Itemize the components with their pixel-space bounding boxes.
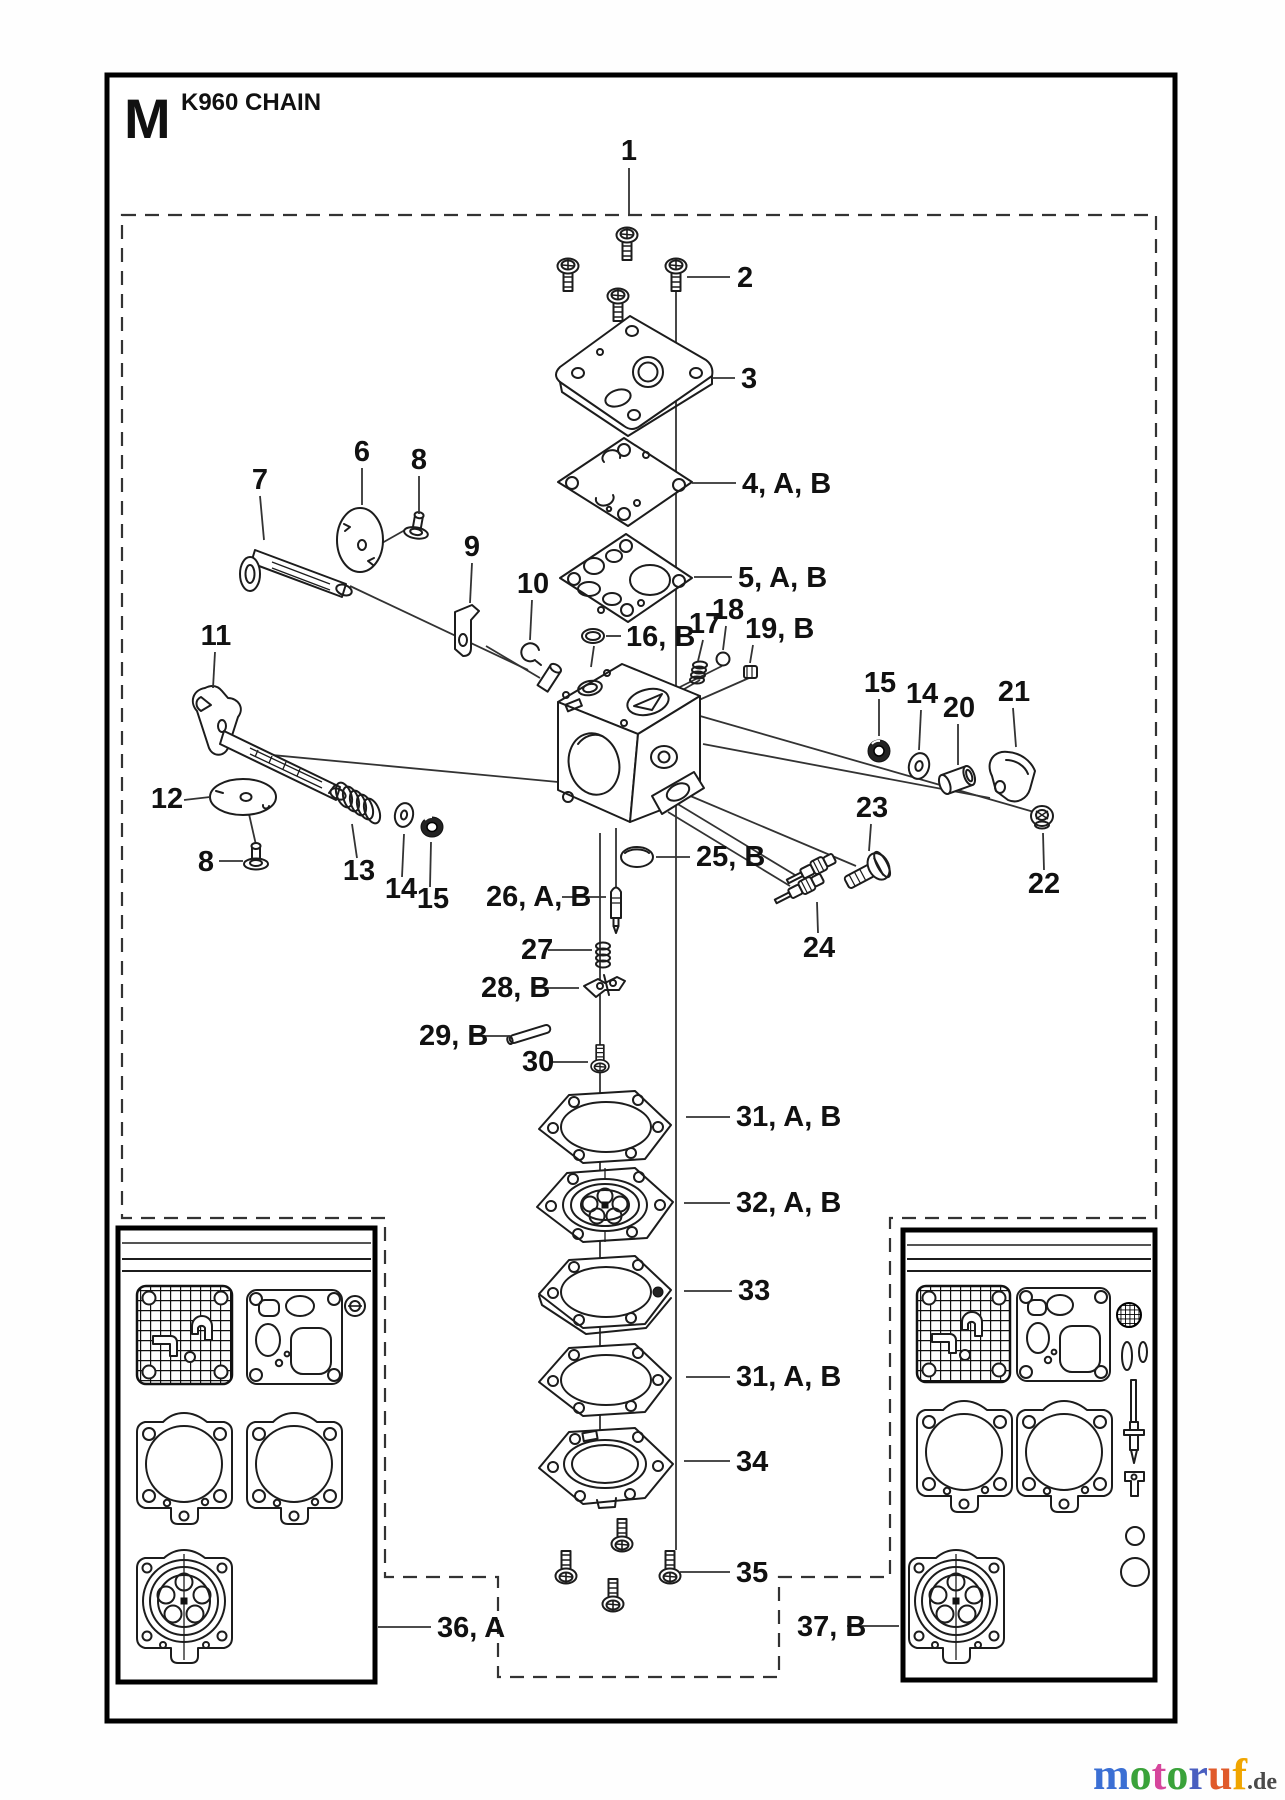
callout-37: 37, B: [797, 1611, 867, 1643]
callout-36: 36, A: [437, 1612, 506, 1644]
callout-15-left: 15: [416, 883, 450, 915]
callout-8-top: 8: [410, 444, 428, 476]
watermark-text: motoruf.de: [1093, 1750, 1277, 1799]
callout-20: 20: [942, 692, 976, 724]
callout-31-upper: 31, A, B: [736, 1101, 842, 1133]
callout-11: 11: [200, 620, 232, 652]
kit-b-rod: [1131, 1380, 1136, 1422]
check-ball: [717, 653, 730, 666]
check-plug: [744, 666, 757, 678]
callout-24: 24: [802, 932, 836, 964]
kit-b-diaphragm-assembly: [909, 1550, 1004, 1663]
callout-5: 5, A, B: [738, 562, 828, 594]
callout-28: 28, B: [481, 972, 551, 1004]
page-title: K960 CHAIN: [181, 89, 322, 116]
callout-26: 26, A, B: [486, 881, 592, 913]
callout-33: 33: [738, 1275, 771, 1307]
kit-b-diaphragm-ring-2: [1017, 1401, 1112, 1512]
callout-13: 13: [342, 855, 376, 887]
kit-a-gasket: [247, 1290, 342, 1384]
callout-15-right: 15: [863, 667, 897, 699]
service-kit-b: [903, 1230, 1155, 1680]
kit-a-diaphragm-ring-2: [247, 1413, 342, 1524]
callout-2: 2: [737, 262, 754, 294]
callout-25: 25, B: [696, 841, 766, 873]
callout-7: 7: [251, 464, 269, 496]
plug-ring-16: [582, 629, 604, 643]
shaft-nut: [1031, 806, 1053, 829]
kit-b-screen: [917, 1286, 1010, 1382]
callout-4: 4, A, B: [742, 468, 832, 500]
callout-14-left: 14: [384, 873, 418, 905]
kit-a-diaphragm-ring-1: [137, 1413, 232, 1524]
callout-16: 16, B: [626, 621, 696, 653]
kit-a-screen: [137, 1286, 232, 1384]
callout-22: 22: [1027, 868, 1061, 900]
section-letter: M: [124, 87, 171, 150]
callout-17: 17: [688, 608, 722, 640]
welch-plug: [621, 847, 653, 867]
kit-a-ring: [345, 1296, 365, 1316]
kit-b-gasket: [1017, 1288, 1110, 1381]
callout-34: 34: [736, 1446, 769, 1478]
callout-35: 35: [736, 1557, 769, 1589]
callout-21: 21: [997, 676, 1031, 708]
callout-23: 23: [855, 792, 889, 824]
watermark: [1093, 1750, 1277, 1799]
callout-30: 30: [522, 1046, 555, 1078]
shaft-seal-left: [421, 817, 443, 837]
callout-19: 19, B: [745, 613, 815, 645]
kit-b-diaphragm-ring-1: [917, 1401, 1012, 1512]
callout-31-lower: 31, A, B: [736, 1361, 842, 1393]
shaft-seal-right: [868, 740, 890, 762]
callout-14-right: 14: [905, 678, 939, 710]
callout-3: 3: [741, 363, 758, 395]
callout-18: 18: [711, 594, 745, 626]
service-kit-a: [118, 1228, 375, 1682]
callout-9: 9: [463, 531, 481, 563]
callout-27: 27: [521, 934, 554, 966]
throttle-shutter-disc: [210, 779, 276, 815]
callout-1: 1: [620, 135, 638, 167]
kit-b-screen-disc: [1117, 1303, 1141, 1327]
callout-32: 32, A, B: [736, 1187, 842, 1219]
choke-shutter-disc: [337, 508, 383, 572]
callout-29: 29, B: [419, 1020, 489, 1052]
callout-12: 12: [150, 783, 184, 815]
callout-6: 6: [353, 436, 371, 468]
callout-10: 10: [516, 568, 550, 600]
kit-a-diaphragm-assembly: [137, 1550, 232, 1663]
callout-8-left: 8: [197, 846, 215, 878]
